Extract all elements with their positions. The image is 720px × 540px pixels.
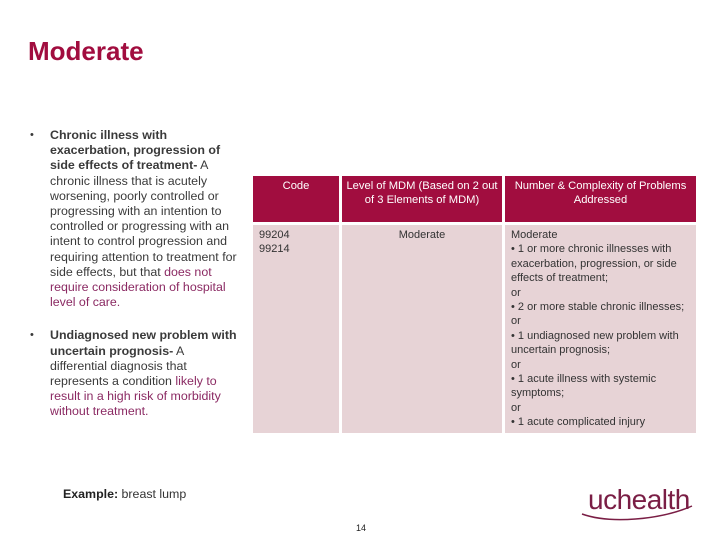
header-level: Level of MDM (Based on 2 out of 3 Elements of MDM) bbox=[342, 176, 502, 222]
logo-wordmark: uchealth bbox=[588, 484, 690, 515]
page-number: 14 bbox=[356, 523, 367, 533]
problem-line: or bbox=[511, 358, 521, 371]
bullet-description: A differential diagnosis that represents a condition bbox=[50, 343, 187, 389]
bullet-highlight: does not require consideration of hospital level of care. bbox=[50, 264, 226, 310]
problem-line: • 1 acute illness with systemic symptoms; bbox=[511, 373, 657, 400]
cell-level: Moderate bbox=[342, 225, 502, 433]
example-line bbox=[63, 487, 186, 501]
header-problems: Number & Complexity of Problems Addressed bbox=[505, 176, 696, 222]
bullet-item bbox=[30, 328, 240, 419]
bullet-highlight: likely to result in a high risk of morbidity without treatment. bbox=[50, 374, 221, 419]
bullet-heading: Undiagnosed new problem with uncertain prognosis- bbox=[50, 328, 237, 358]
problem-line: • 2 or more stable chronic illnesses; bbox=[511, 301, 685, 314]
bullet-marker: • bbox=[30, 129, 34, 141]
code-value: 99204 bbox=[259, 229, 290, 241]
problem-line: or bbox=[511, 315, 521, 328]
problem-line: • 1 undiagnosed new problem with uncertain prognosis; bbox=[511, 329, 679, 357]
problem-line: • 1 or more chronic illnesses with exacerbation, progression, or side effects of treatment; bbox=[511, 243, 677, 285]
problem-line: or bbox=[511, 401, 521, 414]
bullet-item bbox=[30, 128, 240, 310]
code-value: 99214 bbox=[259, 243, 290, 256]
mdm-table bbox=[250, 173, 693, 436]
example-text: breast lump bbox=[118, 487, 187, 501]
header-code: Code bbox=[253, 176, 339, 222]
bullet-description: A chronic illness that is acutely worsening, poorly controlled or progressing with an intention to controlled or progressing with an intent to control progression and requiring attention to treatment for side effects, but that bbox=[50, 158, 237, 279]
problem-line: • 1 acute complicated injury bbox=[511, 416, 646, 429]
problem-line: or bbox=[511, 286, 521, 299]
example-label: Example: bbox=[63, 487, 119, 501]
uchealth-logo bbox=[580, 484, 700, 524]
bullet-list bbox=[30, 128, 240, 438]
problem-line: Moderate bbox=[511, 229, 558, 241]
cell-codes bbox=[253, 225, 339, 433]
cell-problems bbox=[505, 225, 696, 433]
bullet-heading: Chronic illness with exacerbation, progression of side effects of treatment- bbox=[50, 128, 221, 173]
bullet-marker: • bbox=[30, 329, 34, 342]
slide-title: Moderate bbox=[28, 36, 144, 66]
